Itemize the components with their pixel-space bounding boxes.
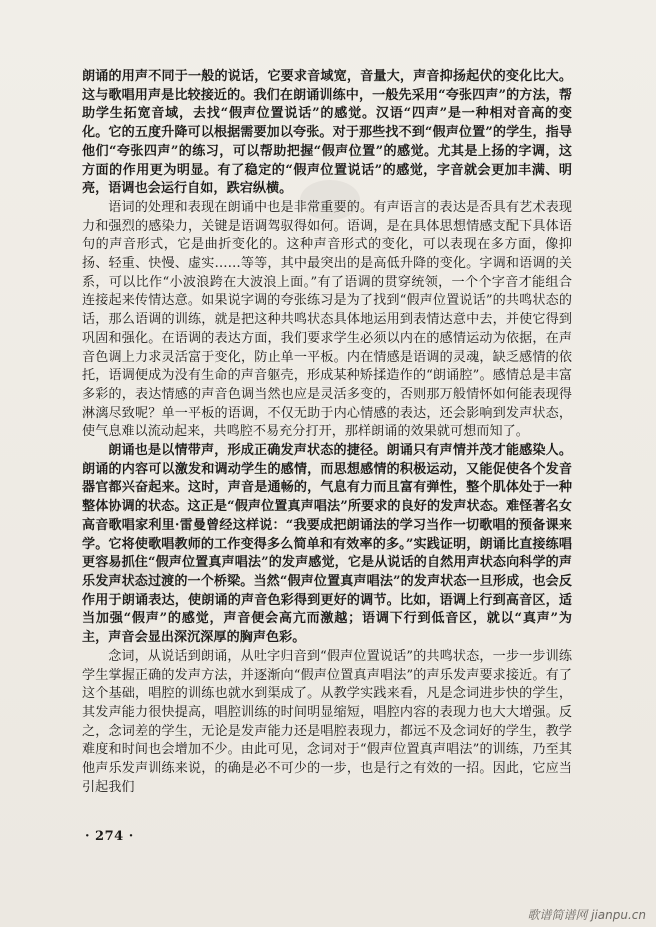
site-watermark: 歌谱简谱网 jianpu.cn <box>527 908 646 922</box>
paragraph-2: 语词的处理和表现在朗诵中也是非常重要的。有声语言的表达是否具有艺术表现力和强烈的感染力，关键是语调驾驭得如何。语调，是在具体思想情感支配下具体语句的声音形式，它是曲折变化的。这种声音形式的变化，可以表现在多方面，像抑扬、轻重、快慢、虚实……等等，其中最突出的是高低升降的变化。字调和语调的关系，可以比作“小波浪跨在大波浪上面。”有了语调的贯穿统领，一个个字音才能组合连接起来传情达意。如果说字调的夸张练习是为了找到“假声位置说话”的共鸣状态的话，那么语调的训练，就是把这种共鸣状态具体地运用到表情达意中去，并使它得到巩固和强化。在语调的表达方面，我们要求学生必须以内在的感情运动为依据，在声音色调上力求灵活富于变化，防止单一平板。内在情感是语调的灵魂，缺乏感情的依托，语调便成为没有生命的声音躯壳，形成某种矫揉造作的“朗诵腔”。感情总是丰富多彩的，表达情感的声音色调当然也应是灵活多变的，否则那万般情怀如何能表现得淋漓尽致呢？单一平板的语调，不仅无助于内心情感的表达，还会影响到发声状态，使气息难以流动起来，共鸣腔不易充分打开，那样朗诵的效果就可想而知了。 <box>82 199 572 440</box>
body-text <box>82 68 572 797</box>
paragraph-1: 朗诵的用声不同于一般的说话，它要求音域宽，音量大，声音抑扬起伏的变化比大。这与歌唱用声是比较接近的。我们在朗诵训练中，一般先采用“夸张四声”的方法，帮助学生拓宽音域，去找“假声位置说话”的感觉。汉语“四声”是一种相对音高的变化。它的五度升降可以根据需要加以夸张。对于那些找不到“假声位置”的学生，指导他们“夸张四声”的练习，可以帮助把握“假声位置”的感觉。尤其是上扬的字调，这方面的作用更为明显。有了稳定的“假声位置说话”的感觉，字音就会更加丰满、明亮，语调也会运行自如，跌宕纵横。 <box>82 69 572 197</box>
paragraph-4: 念词，从说话到朗诵，从吐字归音到“假声位置说话”的共鸣状态，一步一步训练学生掌握正确的发声方法，并逐渐向“假声位置真声唱法”的声乐发声要求接近。有了这个基础，唱腔的训练也就水到渠成了。从教学实践来看，凡是念词进步快的学生，其发声能力很快提高，唱腔训练的时间明显缩短，唱腔内容的表现力也大大增强。反之，念词差的学生，无论是发声能力还是唱腔表现力，都远不及念词好的学生，教学难度和时间也会增加不少。由此可见，念词对于“假声位置真声唱法”的训练，乃至其他声乐发声训练来说，的确是必不可少的一步，也是行之有效的一招。因此，它应当引起我们 <box>82 648 572 795</box>
page-number: · 274 · <box>85 829 134 844</box>
paragraph-3: 朗诵也是以情带声，形成正确发声状态的捷径。朗诵只有声情并茂才能感染人。朗诵的内容可以激发和调动学生的感情，而思想感情的积极运动，又能促使各个发音器官都兴奋起来。这时，声音是通畅的，气息有力而且富有弹性，整个肌体处于一种整体协调的状态。这正是“假声位置真声唱法”所要求的良好的发声状态。难怪著名女高音歌唱家利里·雷曼曾经这样说：“我要成把朗诵法的学习当作一切歌唱的预备课来学。它将使歌唱教师的工作变得多么简单和有效率的多。”实践证明，朗诵比直接练唱更容易抓住“假声位置真声唱法”的发声感觉，它是从说话的自然用声状态向科学的声乐发声状态过渡的一个桥梁。当然“假声位置真声唱法”的发声状态一旦形成，也会反作用于朗诵表达，使朗诵的声音色彩得到更好的调节。比如，语调上行到高音区，适当加强“假声”的感觉，声音便会高亢而激越；语调下行到低音区，就以“真声”为主，声音会显出深沉深厚的胸声色彩。 <box>82 443 572 646</box>
